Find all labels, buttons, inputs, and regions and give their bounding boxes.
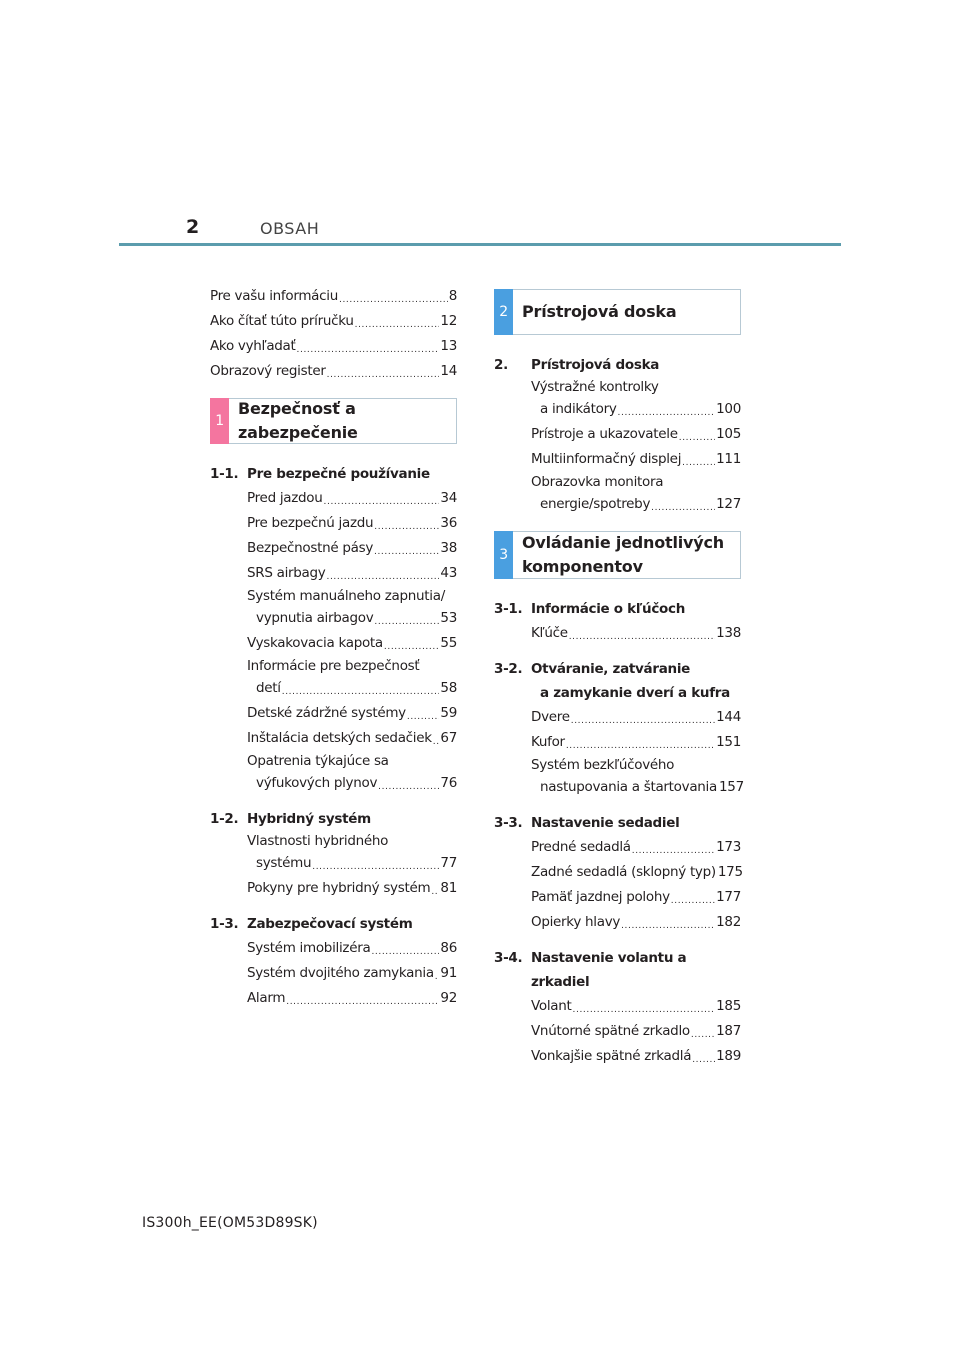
- dot-leader: [384, 638, 440, 656]
- toc-entry-title: Pokyny pre hybridný systém: [247, 880, 431, 896]
- toc-entry-title: Volant: [531, 998, 572, 1014]
- footer-code: IS300h_EE(OM53D89SK): [142, 1215, 318, 1231]
- toc-entry[interactable]: [210, 586, 457, 631]
- dot-leader: [355, 316, 440, 334]
- toc-line: [531, 835, 741, 860]
- section-title-line: Otváranie, zatváranie: [531, 661, 691, 677]
- dot-leader: [312, 858, 439, 876]
- toc-entry-title: vypnutia airbagov: [256, 610, 374, 626]
- toc-entry-title: systému: [256, 855, 312, 871]
- toc-line: [531, 705, 741, 730]
- toc-entry[interactable]: [494, 447, 741, 472]
- toc-entry[interactable]: [210, 511, 457, 536]
- toc-entry[interactable]: [494, 705, 741, 730]
- chapter-title: Bezpečnosť a zabezpečenie: [238, 399, 358, 442]
- toc-entry[interactable]: [494, 1044, 741, 1069]
- toc-page-number: 185: [716, 998, 741, 1014]
- toc-line: [256, 676, 457, 701]
- toc-entry[interactable]: [494, 835, 741, 860]
- toc-page-number: 67: [440, 730, 457, 746]
- toc-line: [247, 701, 457, 726]
- section-heading[interactable]: [494, 597, 741, 621]
- toc-page-number: 13: [440, 338, 457, 354]
- toc-line: [210, 309, 457, 334]
- section-number: 2.: [494, 357, 508, 373]
- dot-leader: [327, 568, 440, 586]
- toc-line: [247, 511, 457, 536]
- dot-leader: [324, 493, 440, 511]
- toc-line: [531, 422, 741, 447]
- dot-leader: [573, 1001, 716, 1019]
- toc-entry[interactable]: [210, 986, 457, 1011]
- section-number: 3-2.: [494, 661, 523, 677]
- toc-line: [531, 994, 741, 1019]
- toc-entry-continuation: [247, 851, 457, 876]
- toc-page-number: 187: [716, 1023, 741, 1039]
- dot-leader: [433, 733, 440, 751]
- toc-entry[interactable]: [210, 751, 457, 796]
- toc-line: [531, 860, 741, 885]
- toc-line: [247, 631, 457, 656]
- toc-entry[interactable]: [494, 621, 741, 646]
- toc-page-number: 111: [716, 451, 741, 467]
- toc-line: [531, 447, 741, 472]
- toc-page-number: 173: [716, 839, 741, 855]
- chapter-tab: 3: [494, 531, 513, 579]
- toc-entry-title: Opatrenia týkajúce sa: [247, 753, 389, 769]
- toc-entry[interactable]: [210, 284, 457, 309]
- dot-leader: [632, 842, 715, 860]
- toc-entry[interactable]: [210, 876, 457, 901]
- toc-page-number: 12: [440, 313, 457, 329]
- section-heading[interactable]: [494, 353, 741, 377]
- toc-page-number: 81: [440, 880, 457, 896]
- section-number: 1-1.: [210, 466, 239, 482]
- toc-entry-continuation: [531, 397, 741, 422]
- toc-entry-title: Obrazovka monitora: [531, 474, 664, 490]
- toc-entry-title: detí: [256, 680, 281, 696]
- toc-page-number: 138: [716, 625, 741, 641]
- dot-leader: [286, 993, 439, 1011]
- toc-entry-title: Systém dvojitého zamykania: [247, 965, 434, 981]
- dot-leader: [374, 518, 439, 536]
- toc-entry-title: Pre vašu informáciu: [210, 288, 338, 304]
- toc-entry-title: Obrazový register: [210, 363, 326, 379]
- section-title: [531, 657, 730, 705]
- page-title: OBSAH: [260, 219, 320, 238]
- header-rule: [119, 243, 841, 246]
- toc-entry-title: Dvere: [531, 709, 570, 725]
- toc-entry[interactable]: [210, 486, 457, 511]
- toc-line: [531, 885, 741, 910]
- toc-entry-continuation: [247, 606, 457, 631]
- toc-line: [247, 876, 457, 901]
- toc-entry-title: Systém bezkľúčového: [531, 757, 675, 773]
- toc-entry[interactable]: [210, 726, 457, 751]
- toc-line: [210, 334, 457, 359]
- section-heading[interactable]: [494, 657, 741, 705]
- dot-leader: [371, 943, 439, 961]
- toc-entry[interactable]: [210, 936, 457, 961]
- section-heading[interactable]: [210, 912, 457, 936]
- toc-entry-title: Zadné sedadlá (sklopný typ): [531, 864, 716, 880]
- toc-entry-title: výfukových plynov: [256, 775, 378, 791]
- toc-entry-title: Vyskakovacia kapota: [247, 635, 383, 651]
- toc-line: [247, 986, 457, 1011]
- toc-page-number: 36: [440, 515, 457, 531]
- toc-line: [531, 730, 741, 755]
- toc-page-number: 157: [718, 779, 744, 795]
- dot-leader: [327, 366, 440, 384]
- toc-line: [531, 621, 741, 646]
- toc-page-number: 92: [440, 990, 457, 1006]
- toc-entry-title: SRS airbagy: [247, 565, 326, 581]
- toc-line: [256, 771, 457, 796]
- toc-entry[interactable]: [210, 656, 457, 701]
- toc-entry-title: Pamäť jazdnej polohy: [531, 889, 670, 905]
- dot-leader: [621, 917, 715, 935]
- dot-leader: [374, 543, 439, 561]
- toc-entry-title: Inštalácia detských sedačiek: [247, 730, 432, 746]
- toc-line: [531, 910, 741, 935]
- toc-entry-title: Pred jazdou: [247, 490, 323, 506]
- toc-page-number: 127: [716, 496, 741, 512]
- toc-page-number: 182: [716, 914, 741, 930]
- toc-line: [531, 1019, 741, 1044]
- toc-entry[interactable]: [494, 1019, 741, 1044]
- chapter-tab: 2: [494, 289, 513, 335]
- section-title: Pre bezpečné používanie: [247, 466, 430, 482]
- section-title: Prístrojová doska: [531, 357, 660, 373]
- toc-line: [247, 936, 457, 961]
- toc-entry[interactable]: [210, 359, 457, 384]
- toc-entry-title: Predné sedadlá: [531, 839, 631, 855]
- toc-entry[interactable]: [210, 334, 457, 359]
- toc-page-number: 105: [716, 426, 741, 442]
- dot-leader: [618, 404, 716, 422]
- toc-line: [256, 851, 457, 876]
- toc-entry-title: Vonkajšie spätné zrkadlá: [531, 1048, 692, 1064]
- toc-entry-title: Výstražné kontrolky: [531, 379, 659, 395]
- toc-page-number: 144: [716, 709, 741, 725]
- toc-entry-title: nastupovania a štartovania: [540, 779, 717, 795]
- dot-leader: [671, 892, 715, 910]
- toc-entry-title: Systém manuálneho zapnutia/: [247, 588, 445, 604]
- toc-page-number: 76: [440, 775, 457, 791]
- chapter-title: Prístrojová doska: [522, 302, 677, 321]
- toc-entry[interactable]: [494, 994, 741, 1019]
- toc-entry-title: Informácie pre bezpečnosť: [247, 658, 420, 674]
- toc-page-number: 8: [448, 288, 457, 304]
- toc-page-number: 53: [440, 610, 457, 626]
- dot-leader: [569, 628, 715, 646]
- toc-line: [247, 726, 457, 751]
- section-heading[interactable]: [494, 811, 741, 835]
- chapter-title: [522, 531, 724, 579]
- dot-leader: [374, 613, 439, 631]
- toc-page-number: 43: [440, 565, 457, 581]
- toc-page-number: 151: [716, 734, 741, 750]
- section-title: Zabezpečovací systém: [247, 916, 413, 932]
- toc-line: [210, 359, 457, 384]
- section-title-line: a zamykanie dverí a kufra: [540, 685, 730, 701]
- toc-line: [247, 486, 457, 511]
- toc-line: [210, 284, 457, 309]
- toc-entry[interactable]: [210, 961, 457, 986]
- toc-page-number: 177: [716, 889, 741, 905]
- toc-entry[interactable]: [494, 730, 741, 755]
- toc-page-number: 86: [440, 940, 457, 956]
- section-title: Informácie o kľúčoch: [531, 601, 686, 617]
- dot-leader: [378, 778, 439, 796]
- toc-entry-continuation: [531, 775, 744, 800]
- section-title: Hybridný systém: [247, 811, 371, 827]
- section-title: Nastavenie volantu a zrkadiel: [531, 950, 687, 990]
- section-number: 3-3.: [494, 815, 523, 831]
- section-number: 3-4.: [494, 950, 523, 966]
- dot-leader: [651, 499, 715, 517]
- toc-entry[interactable]: [494, 422, 741, 447]
- dot-leader: [566, 737, 715, 755]
- toc-page-number: 189: [716, 1048, 741, 1064]
- toc-entry[interactable]: [210, 831, 457, 876]
- toc-page-number: 55: [440, 635, 457, 651]
- toc-entry[interactable]: [210, 561, 457, 586]
- toc-entry-title: Kufor: [531, 734, 565, 750]
- chapter-tab: 1: [210, 398, 229, 444]
- toc-page-number: 59: [440, 705, 457, 721]
- toc-page-number: 100: [716, 401, 741, 417]
- section-number: 3-1.: [494, 601, 523, 617]
- toc-entry-continuation: [247, 771, 457, 796]
- dot-leader: [282, 683, 440, 701]
- toc-page-number: 58: [440, 680, 457, 696]
- toc-entry-title: Vlastnosti hybridného: [247, 833, 389, 849]
- chapter-box[interactable]: [494, 531, 741, 579]
- toc-line: [540, 775, 744, 800]
- toc-entry[interactable]: [210, 701, 457, 726]
- dot-leader: [297, 341, 440, 359]
- page-number: 2: [186, 216, 200, 238]
- toc-entry[interactable]: [494, 755, 744, 800]
- dot-leader: [691, 1026, 715, 1044]
- toc-entry-title: Ako vyhľadať: [210, 338, 296, 354]
- dot-leader: [679, 429, 715, 447]
- toc-entry[interactable]: [494, 885, 741, 910]
- toc-page-number: 14: [440, 363, 457, 379]
- toc-entry-title: Alarm: [247, 990, 286, 1006]
- section-heading[interactable]: [494, 946, 741, 994]
- toc-entry-title: Opierky hlavy: [531, 914, 621, 930]
- section-title: Nastavenie sedadiel: [531, 815, 680, 831]
- chapter-title-line: komponentov: [522, 557, 643, 576]
- toc-entry[interactable]: [210, 631, 457, 656]
- toc-entry-title: Prístroje a ukazovatele: [531, 426, 678, 442]
- dot-leader: [571, 712, 715, 730]
- toc-right-column: [494, 284, 744, 1069]
- toc-entry[interactable]: [210, 536, 457, 561]
- toc-left-column: [210, 284, 457, 1011]
- dot-leader: [692, 1051, 715, 1069]
- toc-entry-title: energie/spotreby: [540, 496, 651, 512]
- toc-entry-title: Pre bezpečnú jazdu: [247, 515, 374, 531]
- toc-entry-title: Vnútorné spätné zrkadlo: [531, 1023, 690, 1039]
- toc-entry-title: Detské zádržné systémy: [247, 705, 406, 721]
- toc-line: [256, 606, 457, 631]
- toc-line: [247, 561, 457, 586]
- toc-entry-continuation: [247, 676, 457, 701]
- toc-page-number: 91: [440, 965, 457, 981]
- toc-entry[interactable]: [210, 309, 457, 334]
- toc-entry-continuation: [531, 492, 741, 517]
- toc-entry[interactable]: [494, 860, 741, 885]
- toc-line: [540, 397, 741, 422]
- toc-entry[interactable]: [494, 472, 741, 517]
- toc-page-number: 77: [440, 855, 457, 871]
- dot-leader: [435, 968, 440, 986]
- toc-page-number: 38: [440, 540, 457, 556]
- toc-line: [531, 1044, 741, 1069]
- section-number: 1-2.: [210, 811, 239, 827]
- toc-entry-title: Multiinformačný displej: [531, 451, 682, 467]
- toc-entry-title: a indikátory: [540, 401, 617, 417]
- toc-entry-title: Bezpečnostné pásy: [247, 540, 374, 556]
- section-heading[interactable]: [210, 807, 457, 831]
- toc-entry-title: Kľúče: [531, 625, 568, 641]
- chapter-box[interactable]: [494, 289, 741, 335]
- dot-leader: [339, 291, 448, 309]
- toc-page-number: 34: [440, 490, 457, 506]
- toc-line: [247, 961, 457, 986]
- section-heading[interactable]: [210, 462, 457, 486]
- toc-entry[interactable]: [494, 910, 741, 935]
- dot-leader: [431, 883, 439, 901]
- dot-leader: [407, 708, 440, 726]
- toc-line: [540, 492, 741, 517]
- chapter-box[interactable]: [210, 398, 457, 444]
- toc-entry[interactable]: [494, 377, 741, 422]
- toc-entry-title: Systém imobilizéra: [247, 940, 371, 956]
- section-number: 1-3.: [210, 916, 239, 932]
- toc-line: [247, 536, 457, 561]
- toc-entry-title: Ako čítať túto príručku: [210, 313, 354, 329]
- dot-leader: [682, 454, 715, 472]
- toc-page-number: 175: [717, 864, 743, 880]
- chapter-title-line: Ovládanie jednotlivých: [522, 533, 724, 552]
